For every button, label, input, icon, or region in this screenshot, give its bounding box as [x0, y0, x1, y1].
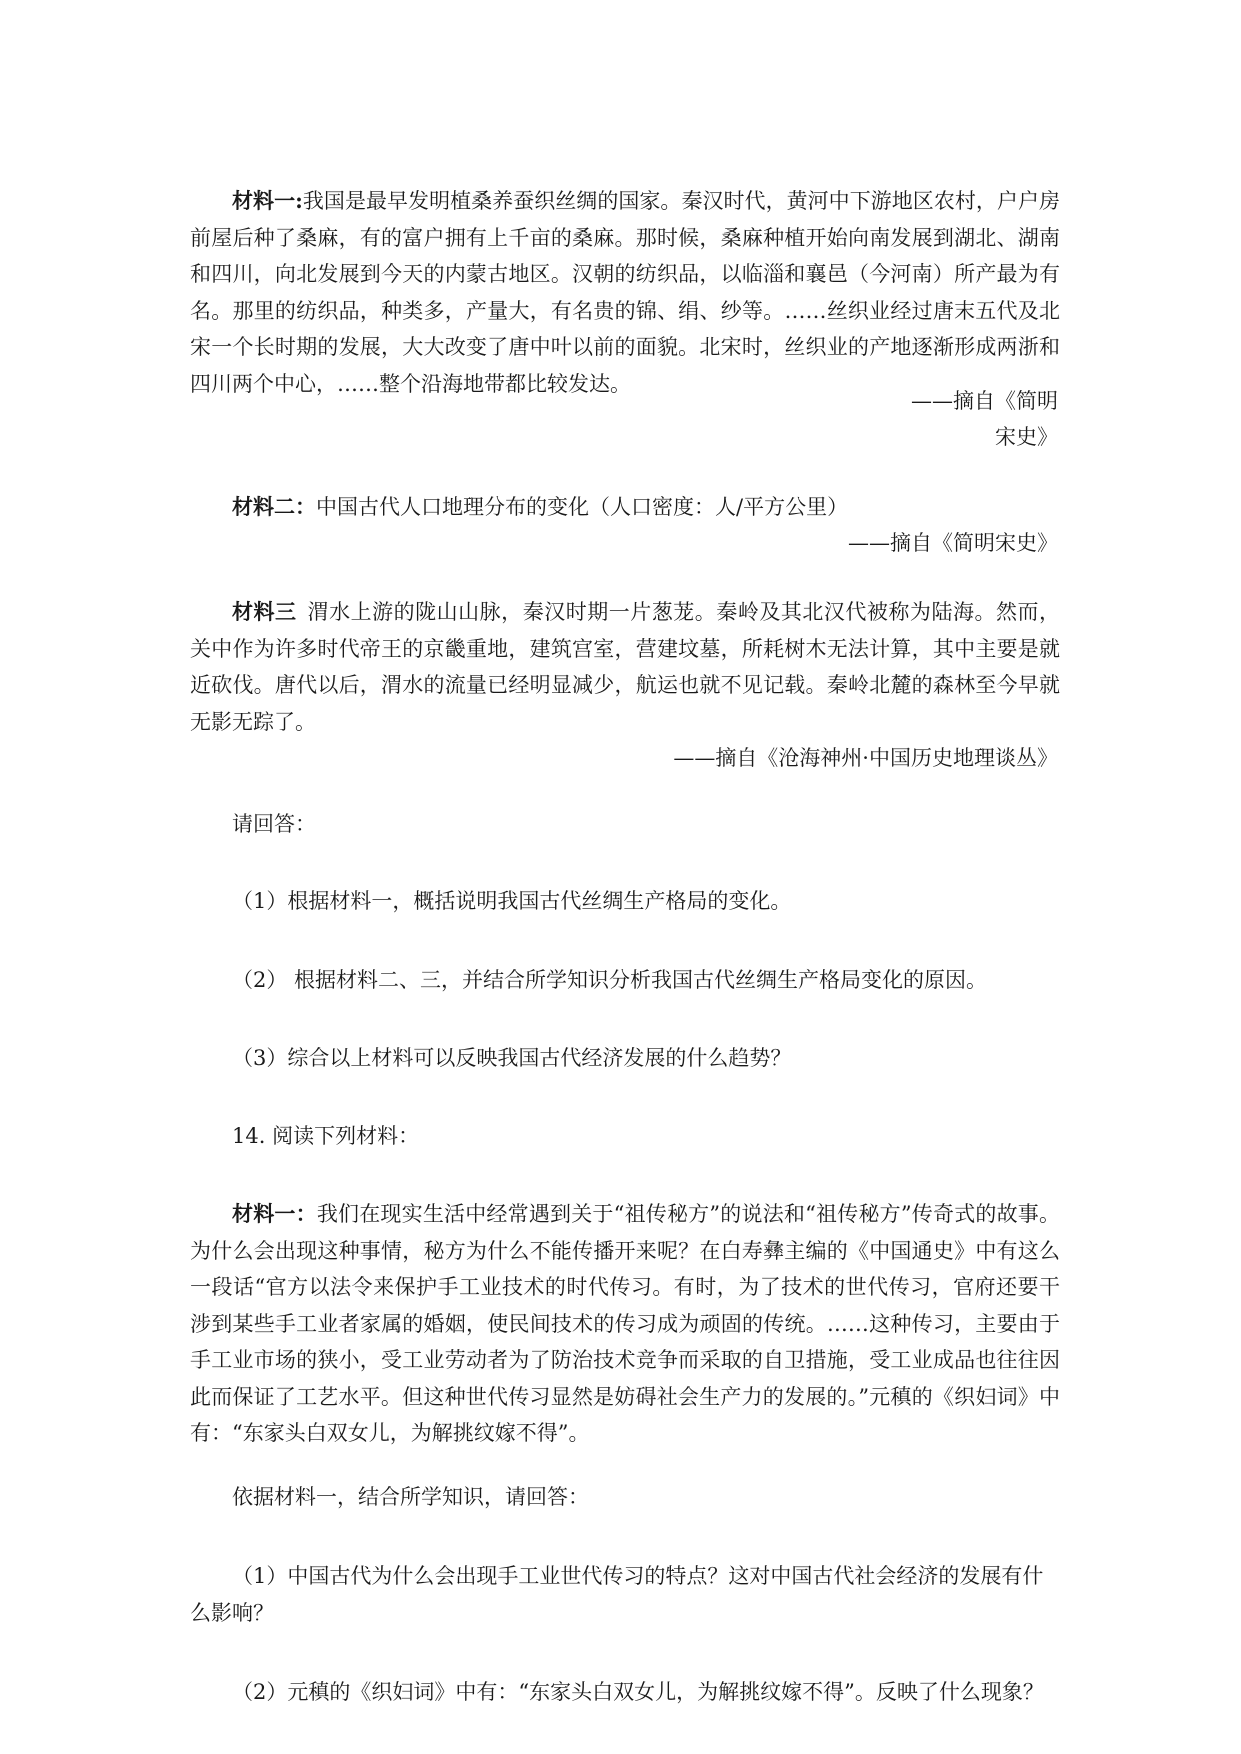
- material-4-label: 材料一：: [232, 1201, 317, 1226]
- question-1: （1）根据材料一，概括说明我国古代丝绸生产格局的变化。: [232, 889, 792, 913]
- material-1-paragraph: [190, 183, 1060, 402]
- material-3-source: ——摘自《沧海神州·中国历史地理谈丛》: [673, 746, 1058, 770]
- material-1-label: 材料一:: [232, 188, 303, 213]
- question-14-2: （2）元稹的《织妇词》中有：“东家头白双女儿，为解挑纹嫁不得”。反映了什么现象？: [232, 1680, 1044, 1704]
- question-14-1: （1）中国古代为什么会出现手工业世代传习的特点？这对中国古代社会经济的发展有什么影响？: [190, 1564, 1044, 1625]
- question-14-title: 14. 阅读下列材料：: [232, 1124, 420, 1148]
- material-1-source-line-1: ——摘自《简明: [911, 389, 1058, 413]
- material-2-source: ——摘自《简明宋史》: [848, 531, 1058, 555]
- material-3-paragraph: [190, 594, 1060, 740]
- material-3-text: 渭水上游的陇山山脉，秦汉时期一片葱茏。秦岭及其北汉代被称为陆海。然而，关中作为许多时代帝王的京畿重地，建筑宫室，营建坟墓，所耗树木无法计算，其中主要是就近砍伐。唐代以后，渭水的流量已经明显减少，航运也就不见记载。秦岭北麓的森林至今早就无影无踪了。: [190, 600, 1061, 734]
- material-2-text: 中国古代人口地理分布的变化（人口密度：人/平方公里）: [316, 495, 849, 519]
- material-1-text: 我国是最早发明植桑养蚕织丝绸的国家。秦汉时代，黄河中下游地区农村，户户房前屋后种了桑麻，有的富户拥有上千亩的桑麻。那时候，桑麻种植开始向南发展到湖北、湖南和四川，向北发展到今天的内蒙古地区。汉朝的纺织品，以临淄和襄邑（今河南）所产最为有名。那里的纺织品，种类多，产量大，有名贵的锦、绢、纱等。……丝织业经过唐末五代及北宋一个长时期的发展，大大改变了唐中叶以前的面貌。北宋时，丝织业的产地逐渐形成两浙和四川两个中心，……整个沿海地带都比较发达。: [190, 189, 1060, 396]
- question-2: （2） 根据材料二、三，并结合所学知识分析我国古代丝绸生产格局变化的原因。: [232, 968, 988, 992]
- material-4-text: 我们在现实生活中经常遇到关于“祖传秘方”的说法和“祖传秘方”传奇式的故事。为什么会出现这种事情，秘方为什么不能传播开来呢？在白寿彝主编的《中国通史》中有这么一段话“官方以法令来保护手工业技术的时代传习。有时，为了技术的世代传习，官府还要干涉到某些手工业者家属的婚姻，使民间技术的传习成为顽固的传统。……这种传习，主要由于手工业市场的狭小，受工业劳动者为了防治技术竞争而采取的自卫措施，受工业成品也往往因此而保证了工艺水平。但这种世代传习显然是妨碍社会生产力的发展的。”元稹的《织妇词》中有：“东家头白双女儿，为解挑纹嫁不得”。: [190, 1202, 1060, 1445]
- material-2-paragraph: [190, 489, 1060, 526]
- material-3-label: 材料三: [232, 599, 297, 624]
- question-3: （3）综合以上材料可以反映我国古代经济发展的什么趋势？: [232, 1046, 792, 1070]
- answer-prompt: 请回答：: [232, 812, 316, 836]
- material-1-source-line-2: 宋史》: [995, 425, 1058, 449]
- material-2-label: 材料二：: [232, 494, 316, 519]
- material-4-paragraph: [190, 1196, 1060, 1452]
- answer-prompt-2: 依据材料一，结合所学知识，请回答：: [232, 1485, 589, 1509]
